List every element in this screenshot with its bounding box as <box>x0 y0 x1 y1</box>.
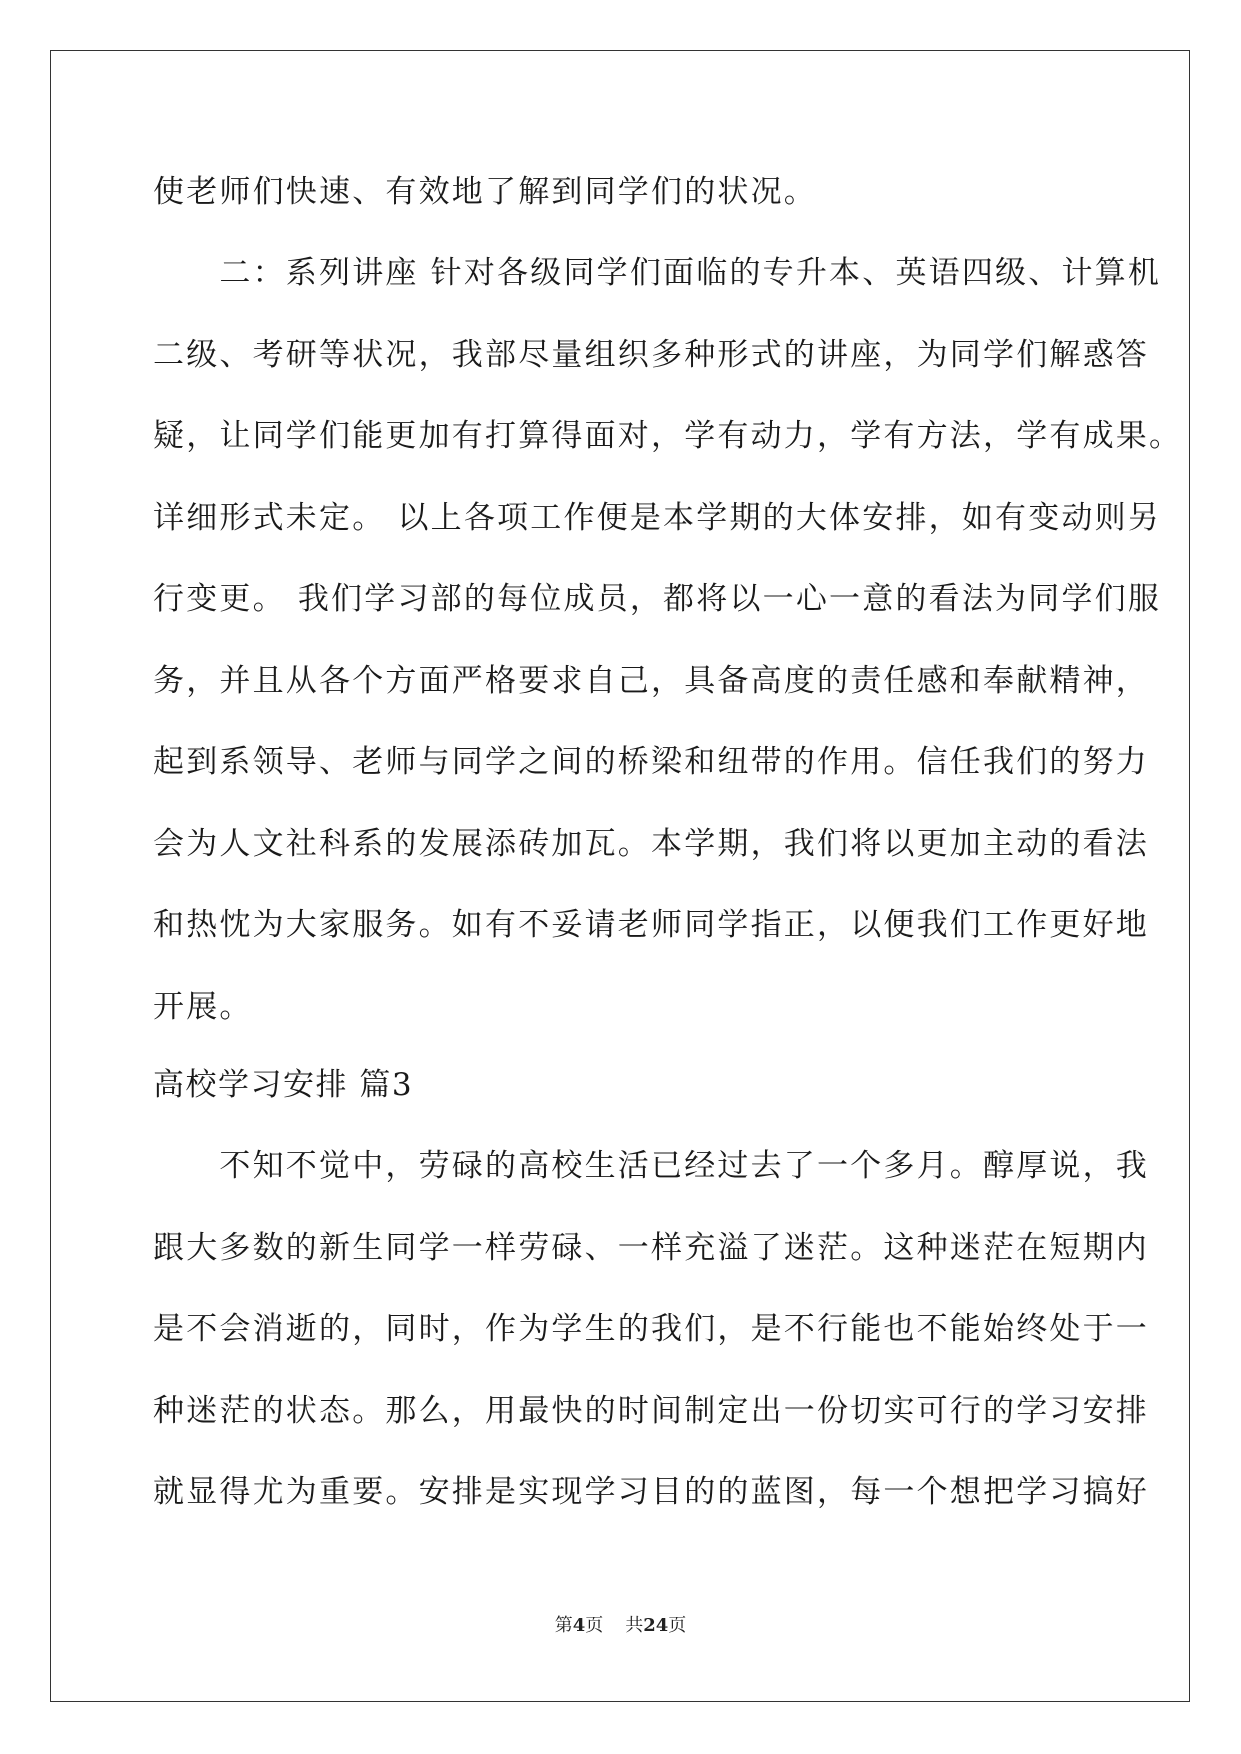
body-text-line: 和热忱为大家服务。如有不妥请老师同学指正，以便我们工作更好地 <box>153 907 1149 943</box>
body-text-line: 详细形式未定。 以上各项工作便是本学期的大体安排，如有变动则另 <box>153 500 1162 536</box>
body-text-line: 是不会消逝的，同时，作为学生的我们，是不行能也不能始终处于一 <box>153 1311 1149 1347</box>
total-pages: 24 <box>643 1615 669 1636</box>
body-text-line: 跟大多数的新生同学一样劳碌、一样充溢了迷茫。这种迷茫在短期内 <box>153 1230 1149 1266</box>
body-text-line: 起到系领导、老师与同学之间的桥梁和纽带的作用。信任我们的努力 <box>153 744 1149 780</box>
body-text-line: 二：系列讲座 针对各级同学们面临的专升本、英语四级、计算机 <box>153 255 1162 291</box>
body-text-line: 二级、考研等状况，我部尽量组织多种形式的讲座，为同学们解惑答 <box>153 337 1149 373</box>
body-text-line: 疑，让同学们能更加有打算得面对，学有动力，学有方法，学有成果。 <box>153 418 1183 454</box>
body-text-line: 开展。 <box>153 989 253 1025</box>
body-text-line: 使老师们快速、有效地了解到同学们的状况。 <box>153 174 817 210</box>
body-text-line: 种迷茫的状态。那么，用最快的时间制定出一份切实可行的学习安排 <box>153 1393 1149 1429</box>
body-text-line: 务，并且从各个方面严格要求自己，具备高度的责任感和奉献精神， <box>153 663 1149 699</box>
page-footer <box>0 1614 1241 1638</box>
body-text-line: 就显得尤为重要。安排是实现学习目的的蓝图，每一个想把学习搞好 <box>153 1474 1149 1510</box>
body-text-line: 会为人文社科系的发展添砖加瓦。本学期，我们将以更加主动的看法 <box>153 826 1149 862</box>
total-suffix: 页 <box>668 1615 687 1636</box>
page-suffix: 页 <box>585 1615 604 1636</box>
page-number: 4 <box>572 1615 586 1636</box>
page-border <box>50 50 1190 1702</box>
total-prefix: 共 <box>625 1615 644 1636</box>
body-text-line: 行变更。 我们学习部的每位成员，都将以一心一意的看法为同学们服 <box>153 581 1162 617</box>
page-prefix: 第 <box>554 1615 573 1636</box>
section-heading: 高校学习安排 篇3 <box>153 1067 414 1103</box>
body-text-line: 不知不觉中，劳碌的高校生活已经过去了一个多月。醇厚说，我 <box>153 1148 1149 1184</box>
